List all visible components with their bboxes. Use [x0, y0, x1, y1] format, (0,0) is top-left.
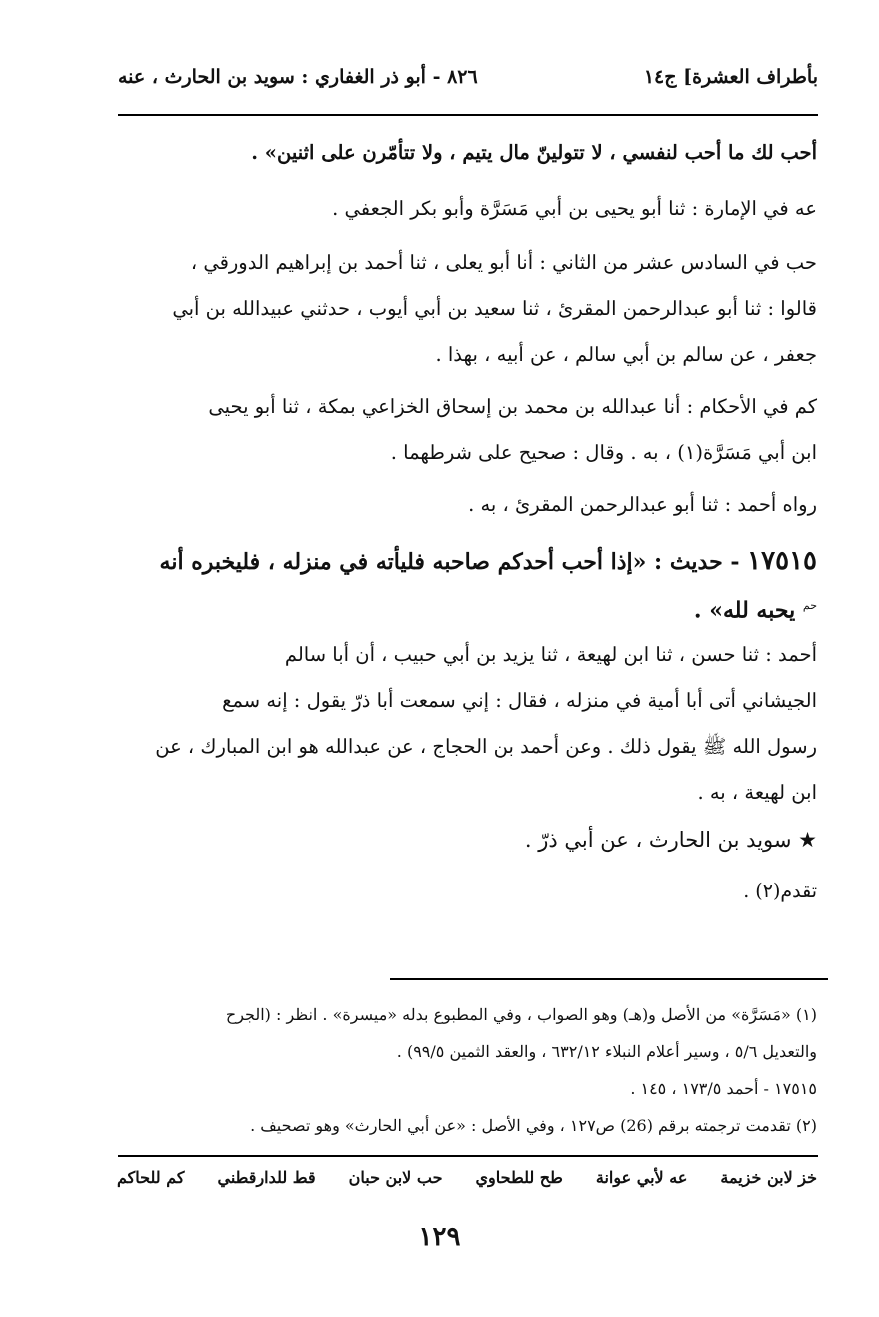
header-left: ٨٢٦ - أبو ذر الغفاري : سويد بن الحارث ، عنه [118, 66, 478, 88]
paragraph-line: جعفر ، عن سالم بن أبي سالم ، عن أبيه ، بهذا . [435, 343, 817, 366]
paragraph-line: كم في الأحكام : أنا عبدالله بن محمد بن إسحاق الخزاعي بمكة ، ثنا أبو يحيى [208, 395, 817, 418]
paragraph-hakim [117, 384, 817, 476]
paragraph-ahmad [117, 482, 817, 528]
hadith-number: ١٧٥١٥ [747, 546, 817, 576]
abbreviation-item: خز لابن خزيمة [720, 1168, 817, 1187]
abbreviation-item: كم للحاكم [117, 1168, 185, 1187]
abbreviation-item: طح للطحاوي [475, 1168, 563, 1187]
abbreviation-rule [118, 1155, 818, 1157]
paragraph-line: عه في الإمارة : ثنا أبو يحيى بن أبي مَسَرَّة وأبو بكر الجعفي . [332, 197, 817, 220]
paragraph-ahmad-isnad [117, 632, 817, 816]
paragraph-hadith-end [117, 130, 817, 176]
paragraph-line: رواه أحمد : ثنا أبو عبدالرحمن المقرئ ، به . [468, 493, 817, 516]
abbreviation-key [117, 1168, 817, 1198]
abbreviation-item: حب لابن حبان [348, 1168, 443, 1187]
paragraph-line: الجيشاني أتى أبا أمية في منزله ، فقال : إني سمعت أبا ذرّ يقول : إنه سمع [222, 689, 817, 712]
hadith-title-line [117, 538, 817, 585]
header-right: بأطراف العشرة] ج١٤ [643, 66, 818, 88]
hadith-source-mark: حم [802, 599, 817, 612]
paragraph-line: ابن أبي مَسَرَّة(١) ، به . وقال : صحيح على شرطهما . [390, 441, 817, 464]
paragraph-line: أحمد : ثنا حسن ، ثنا ابن لهيعة ، ثنا يزيد بن أبي حبيب ، أن أبا سالم [284, 643, 817, 666]
page-number: ١٢٩ [418, 1222, 461, 1252]
footnote-line: (١) «مَسَرَّة» من الأصل و(هـ) وهو الصواب ، وفي المطبوع بدله «ميسرة» . انظر : (الجرح [225, 1005, 817, 1024]
paragraph-line: أحب لك ما أحب لنفسي ، لا تتولينّ مال يتيم ، ولا تتأمّرن على اثنين» . [251, 141, 817, 164]
header-rule [118, 114, 818, 116]
footnote-rule [390, 978, 828, 980]
running-header [118, 60, 818, 94]
hadith-title-line-2 [117, 585, 817, 631]
narrator-heading: ★ سويد بن الحارث ، عن أبي ذرّ . [524, 828, 817, 852]
cross-reference: تقدم(٢) . [743, 880, 817, 902]
hadith-text: - حديث : «إذا أحب أحدكم صاحبه فليأته في منزله ، فليخبره أنه [159, 549, 740, 575]
footnote-line: ١٧٥١٥ - أحمد ١٧٣/٥ ، ١٤٥ . [630, 1079, 817, 1098]
hadith-text-2: يحبه لله» . [693, 597, 796, 624]
abbreviation-item: قط للدارقطني [217, 1168, 316, 1187]
footnote-line: والتعديل ٥/٦ ، وسير أعلام النبلاء ٦٣٢/١٢ ، والعقد الثمين ٩٩/٥) . [396, 1042, 817, 1061]
abbreviation-item: عه لأبي عوانة [595, 1168, 688, 1187]
paragraph-line: رسول الله ﷺ يقول ذلك . وعن أحمد بن الحجاج ، عن عبدالله هو ابن المبارك ، عن [155, 735, 817, 758]
paragraph-awana [117, 186, 817, 232]
footnote-line: (٢) تقدمت ترجمته برقم (26) ص١٢٧ ، وفي الأصل : «عن أبي الحارث» وهو تصحيف . [250, 1116, 817, 1135]
hadith-heading [117, 538, 817, 631]
paragraph-line: حب في السادس عشر من الثاني : أنا أبو يعلى ، ثنا أحمد بن إبراهيم الدورقي ، [190, 251, 817, 274]
paragraph-ibn-hibban [117, 240, 817, 378]
paragraph-line: قالوا : ثنا أبو عبدالرحمن المقرئ ، ثنا سعيد بن أبي أيوب ، حدثني عبيدالله بن أبي [172, 297, 817, 320]
paragraph-line: ابن لهيعة ، به . [697, 781, 817, 804]
footnotes [117, 996, 817, 1144]
